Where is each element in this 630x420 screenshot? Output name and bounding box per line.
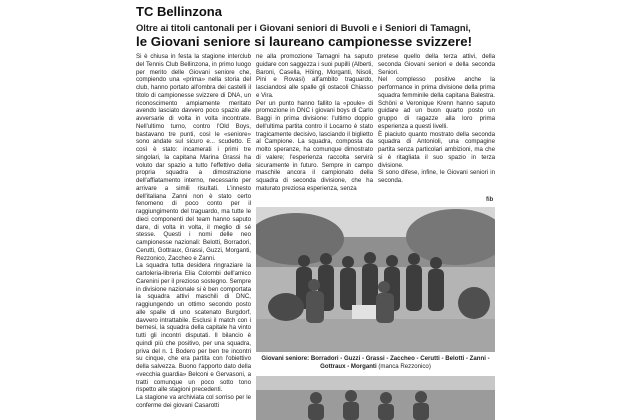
team-photo bbox=[256, 207, 495, 352]
article-column-3 bbox=[378, 53, 495, 199]
team-photo-illustration bbox=[256, 207, 495, 352]
article-column-1 bbox=[136, 53, 251, 416]
caption-names: Borradori - Guzzi - Grassi - Zaccheo - Cerutti - Belotti - Zanni - Gottraux - Morganti bbox=[310, 355, 490, 370]
article-kicker: TC Bellinzona bbox=[136, 4, 222, 19]
paragraph: Per un punto hanno fallito la «poule» di promozione in DNC i giovani boys di Carlo Baggi in prima divisione: l'ultimo doppio dell'ultima partita contro il Locarno è stato tragicamente decisivo, lasciando il biglietto al Campione. La squadra, composta da molto speranze, ha comunque dimostrato di valere; l'esperienza raccolta servirà sicuramente in futuro. Sempre in campo maschile ancora il campionato della squadra di seconda divisione, che ha maturato preziosa esperienza, senza bbox=[256, 99, 373, 192]
paragraph: Si è chiusa in festa la stagione interclub del Tennis Club Bellinzona, in primo luogo per merito delle Giovani seniore che, compiendo una «prima» nella storia del club, hanno portato all'ombra dei castelli il titolo di campionesse svizzere di DNA, un riconoscimento ampiamente meritato avendo lasciato davvero poco spazio alle avversarie di volta in volta incontrate. Nell'ultimo turno, contro l'Old Boys, bastavano tre punti, così le «seniore» sono andate sul sicuro e... scudetto. E così è stato: incamerati i primi tre singolari, la capitana Marina Grassi ha voluto dar spazio a tutto l'effettivo della propria squadra a dimostrazione dell'affiatamento interno, necessario per arrivare a simili risultati. L'innesto dell'italiana Zanni non è stato certo fenomeno di poco conto per il raggiungimento del traguardo, ma tutte le dieci componenti del team hanno saputo dare, di volta in volta, il meglio di sé stesse. Questi i nomi delle neo campionesse nazionali: Belotti, Borradori, Cerutti, Gottraux, Grassi, Guzzi, Morganti, Rezzonico, Zaccheo e Zanni. bbox=[136, 53, 251, 262]
paragraph: Si sono difese, infine, le Giovani seniori in seconda. bbox=[378, 169, 495, 184]
author-initials: fib bbox=[486, 197, 494, 203]
article-headline: le Giovani seniore si laureano campionesse svizzere! bbox=[136, 34, 473, 49]
secondary-photo-illustration bbox=[256, 376, 495, 420]
paragraph: ne alla promozione Tamagni ha saputo guidare con saggezza i suoi pupilli (Alberti, Baroni, Casella, Höing, Morganti, Nisoli, Pini e Rovasi) all'ambito traguardo, lasciandosi alle spalle gli ostacoli Chiasso e Vira. bbox=[256, 53, 373, 99]
photo-caption bbox=[256, 355, 495, 370]
caption-absent: (manca Rezzonico) bbox=[378, 362, 431, 370]
paragraph: Nel complesso positive anche la performance in prima divisione della prima squadra femminile della capitana Balestra. Schöni e Veronique Krenn hanno saputo guidare ad un buon quarto posto un gruppo di ragazze alla loro prima esperienza a questi livelli. bbox=[378, 76, 495, 130]
paragraph: La stagione va archiviata col sorriso per le conferme dei giovani Casarotti bbox=[136, 394, 251, 409]
paragraph: La squadra tutta desidera ringraziare la cartoleria-libreria Elia Colombi dell'amico Carenini per il prezioso sostegno. Sempre in divisione nazionale si è ben comportata la squadra attivi maschili di DNC, raggiungendo un ottimo secondo posto alle spalle di uno scatenato Burgdorf, davvero intrattabile. Esclusi il match con i bernesi, la squadra della capitale ha vinto tutti gli incontri disputati. Il bilancio è quindi più che positivo, per una squadra, priva del n. 1 Bodero per ben tre incontri su cinque, che era partita con l'obiettivo della salvezza. Buono l'apporto dato della «vecchia guardia» Belconi e Gervasoni, a tratti comunque un poco sotto tono rispetto alle stagioni precedenti. bbox=[136, 262, 251, 394]
secondary-photo bbox=[256, 376, 495, 420]
article-column-2 bbox=[256, 53, 373, 203]
article-subhead: Oltre ai titoli cantonali per i Giovani seniori di Buvoli e i Seniori di Tamagni, bbox=[136, 22, 471, 33]
paragraph: È piaciuto quanto mostrato della seconda squadra di Antonioli, una compagine partita senza particolari ambizioni, ma che si è ritagliata il suo spazio in terza divisione. bbox=[378, 130, 495, 169]
paragraph: pretese quello della terza attivi, della seconda Giovani seniori e della seconda Seniori. bbox=[378, 53, 495, 76]
caption-lead: Giovani seniore: bbox=[261, 355, 311, 362]
